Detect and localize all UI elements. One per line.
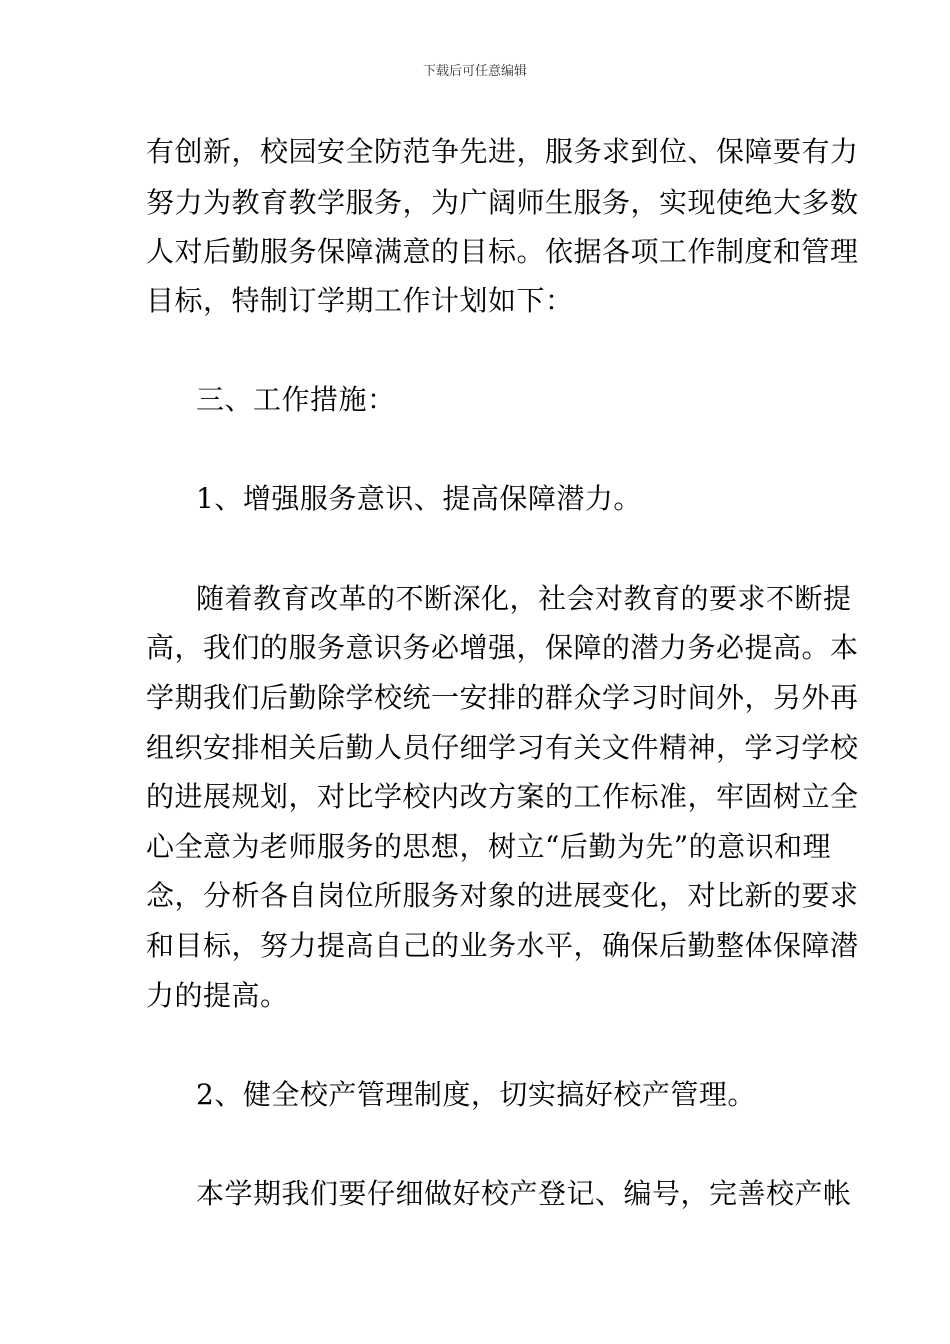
page-header: 下载后可任意编辑 [422,64,527,79]
paragraph-line: 本学期我们要仔细做好校产登记、编号，完善校产帐 [196,1177,852,1210]
item-1-title: 1、增强服务意识、提高保障潜力。 [196,482,642,515]
paragraph-line: 和目标，努力提高自己的业务水平，确保后勤整体保障潜 [146,929,859,962]
paragraph-line: 努力为教育教学服务，为广阔师生服务，实现使绝大多数 [146,186,859,219]
item-2-title: 2、健全校产管理制度，切实搞好校产管理。 [196,1078,756,1111]
paragraph-line: 随着教育改革的不断深化，社会对教育的要求不断提 [196,582,852,615]
paragraph-line: 的进展规划，对比学校内改方案的工作标准，牢固树立全 [146,780,859,813]
paragraph-line: 有创新，校园安全防范争先进，服务求到位、保障要有力 [146,135,859,168]
paragraph-line: 学期我们后勤除学校统一安排的群众学习时间外，另外再 [146,681,859,714]
paragraph-line: 力的提高。 [146,979,289,1012]
paragraph-line: 目标，特制订学期工作计划如下： [146,284,574,317]
paragraph-line: 念，分析各自岗位所服务对象的进展变化，对比新的要求 [146,879,859,912]
paragraph-line: 高，我们的服务意识务必增强，保障的潜力务必提高。本 [146,631,859,664]
section-heading: 三、工作措施： [196,383,396,416]
paragraph-line: 心全意为老师服务的思想，树立“后勤为先”的意识和理 [146,830,832,863]
paragraph-line: 组织安排相关后勤人员仔细学习有关文件精神，学习学校 [146,731,859,764]
paragraph-line: 人对后勤服务保障满意的目标。依据各项工作制度和管理 [146,235,859,268]
